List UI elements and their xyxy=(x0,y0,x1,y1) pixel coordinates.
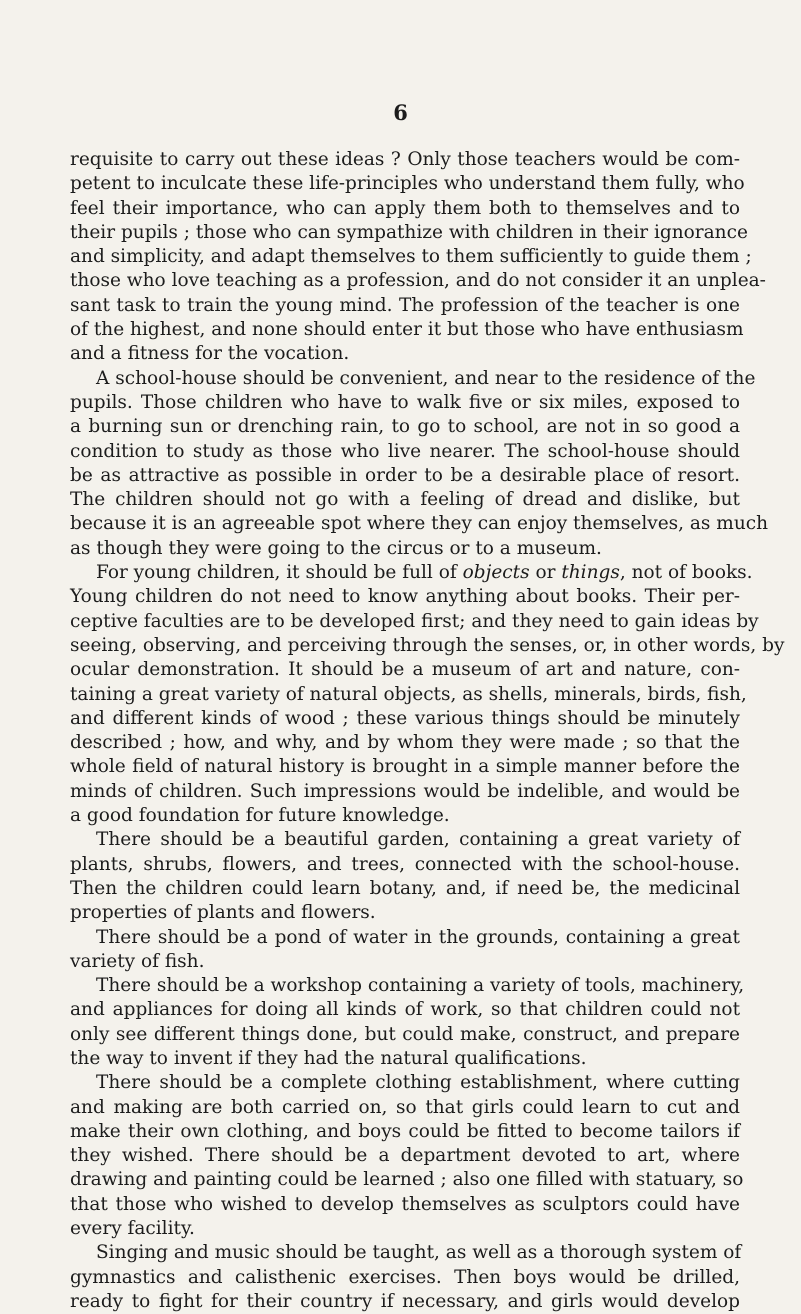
text-line: and appliances for doing all kinds of work, so that children could not xyxy=(70,999,740,1021)
text-line xyxy=(70,561,753,585)
text-line xyxy=(70,780,740,804)
text-run: For young children, it should be full of xyxy=(96,562,463,584)
text-line: pupils. Those children who have to walk five or six miles, exposed to xyxy=(70,391,740,413)
paragraph xyxy=(70,828,740,925)
text-line: There should be a pond of water in the grounds, containing a great xyxy=(96,926,740,948)
body-text xyxy=(70,148,785,1314)
text-line: The children should not go with a feeling of dread and dislike, but xyxy=(70,489,740,511)
text-line: the way to invent if they had the natural qualifications. xyxy=(70,1047,587,1069)
text-run: or xyxy=(529,562,562,584)
text-line: sant task to train the young mind. The profession of the teacher is one xyxy=(70,294,740,316)
text-line xyxy=(70,683,747,707)
text-line xyxy=(70,658,740,682)
paragraph xyxy=(70,1241,740,1314)
text-run: ocular demonstration. It should be a museum of art and nature, con- xyxy=(70,659,740,681)
text-line: drawing and painting could be learned ; also one filled with statuary, so xyxy=(70,1169,744,1191)
text-run: described ; how, and why, and by whom they were made ; so that the xyxy=(70,732,740,754)
text-line: properties of plants and flowers. xyxy=(70,902,376,924)
text-line: Then the children could learn botany, and, if need be, the medicinal xyxy=(70,877,740,899)
paragraph xyxy=(70,561,785,828)
text-line: and simplicity, and adapt themselves to them sufficiently to guide them ; xyxy=(70,246,752,268)
text-line: plants, shrubs, flowers, and trees, connected with the school-house. xyxy=(70,853,740,875)
text-line: feel their importance, who can apply them both to themselves and to xyxy=(70,197,740,219)
text-line: their pupils ; those who can sympathize with children in their ignorance xyxy=(70,221,748,243)
paragraph xyxy=(70,367,769,561)
text-line xyxy=(70,755,740,779)
text-run: a good foundation for future knowledge. xyxy=(70,805,450,827)
text-line xyxy=(70,610,759,634)
text-line xyxy=(70,731,740,755)
text-line: only see different things done, but could make, construct, and prepare xyxy=(70,1023,740,1045)
text-line: those who love teaching as a profession, and do not consider it an unplea- xyxy=(70,270,766,292)
text-line: variety of fish. xyxy=(70,950,205,972)
text-line: petent to inculcate these life-principles who understand them fully, who xyxy=(70,173,745,195)
paragraph xyxy=(70,148,766,367)
text-line: requisite to carry out these ideas ? Only those teachers would be com- xyxy=(70,149,740,170)
text-line: and a fitness for the vocation. xyxy=(70,343,350,365)
paragraph xyxy=(70,974,745,1071)
text-line: that those who wished to develop themselves as sculptors could have xyxy=(70,1193,740,1215)
paragraph xyxy=(70,1071,744,1241)
text-line xyxy=(70,634,785,658)
text-run: seeing, observing, and perceiving through the senses, or, in other words, by xyxy=(70,634,785,656)
text-run: , not of books. xyxy=(619,562,753,584)
text-line: Singing and music should be taught, as well as a thorough system of xyxy=(96,1242,742,1264)
text-line: they wished. There should be a department devoted to art, where xyxy=(70,1145,740,1167)
text-line xyxy=(70,804,740,828)
paragraph xyxy=(70,926,740,975)
text-line: of the highest, and none should enter it but those who have enthusiasm xyxy=(70,319,744,341)
text-line: There should be a complete clothing establishment, where cutting xyxy=(96,1072,740,1094)
text-line xyxy=(70,707,740,731)
page-number: 6 xyxy=(393,100,408,125)
italic-text-run: things xyxy=(561,562,620,584)
text-line: a burning sun or drenching rain, to go to school, are not in so good a xyxy=(70,416,740,438)
text-line xyxy=(70,585,740,609)
text-line: be as attractive as possible in order to be a desirable place of resort. xyxy=(70,464,740,486)
text-line: There should be a beautiful garden, containing a great variety of xyxy=(96,829,740,851)
text-line: and making are both carried on, so that girls could learn to cut and xyxy=(70,1096,740,1118)
text-line: There should be a workshop containing a variety of tools, machinery, xyxy=(96,975,745,997)
text-line: ready to fight for their country if necessary, and girls would develop xyxy=(70,1290,740,1312)
text-line: gymnastics and calisthenic exercises. Then boys would be drilled, xyxy=(70,1266,740,1288)
text-line: as though they were going to the circus or to a museum. xyxy=(70,537,602,559)
italic-text-run: objects xyxy=(462,562,530,584)
text-line: because it is an agreeable spot where they can enjoy themselves, as much xyxy=(70,513,769,535)
text-run: Young children do not need to know anything about books. Their per- xyxy=(70,586,740,608)
text-run: taining a great variety of natural objects, as shells, minerals, birds, fish, xyxy=(70,683,747,705)
text-run: whole field of natural history is brought in a simple manner before the xyxy=(70,756,740,778)
text-line: every facility. xyxy=(70,1218,195,1240)
text-line: condition to study as those who live nearer. The school-house should xyxy=(70,440,740,462)
text-line: make their own clothing, and boys could be fitted to become tailors if xyxy=(70,1120,740,1142)
text-line: A school-house should be convenient, and near to the residence of the xyxy=(96,367,756,389)
text-run: minds of children. Such impressions would be indelible, and would be xyxy=(70,780,740,802)
text-run: and different kinds of wood ; these various things should be minutely xyxy=(70,707,740,729)
text-run: ceptive faculties are to be developed first; and they need to gain ideas by xyxy=(70,610,759,632)
